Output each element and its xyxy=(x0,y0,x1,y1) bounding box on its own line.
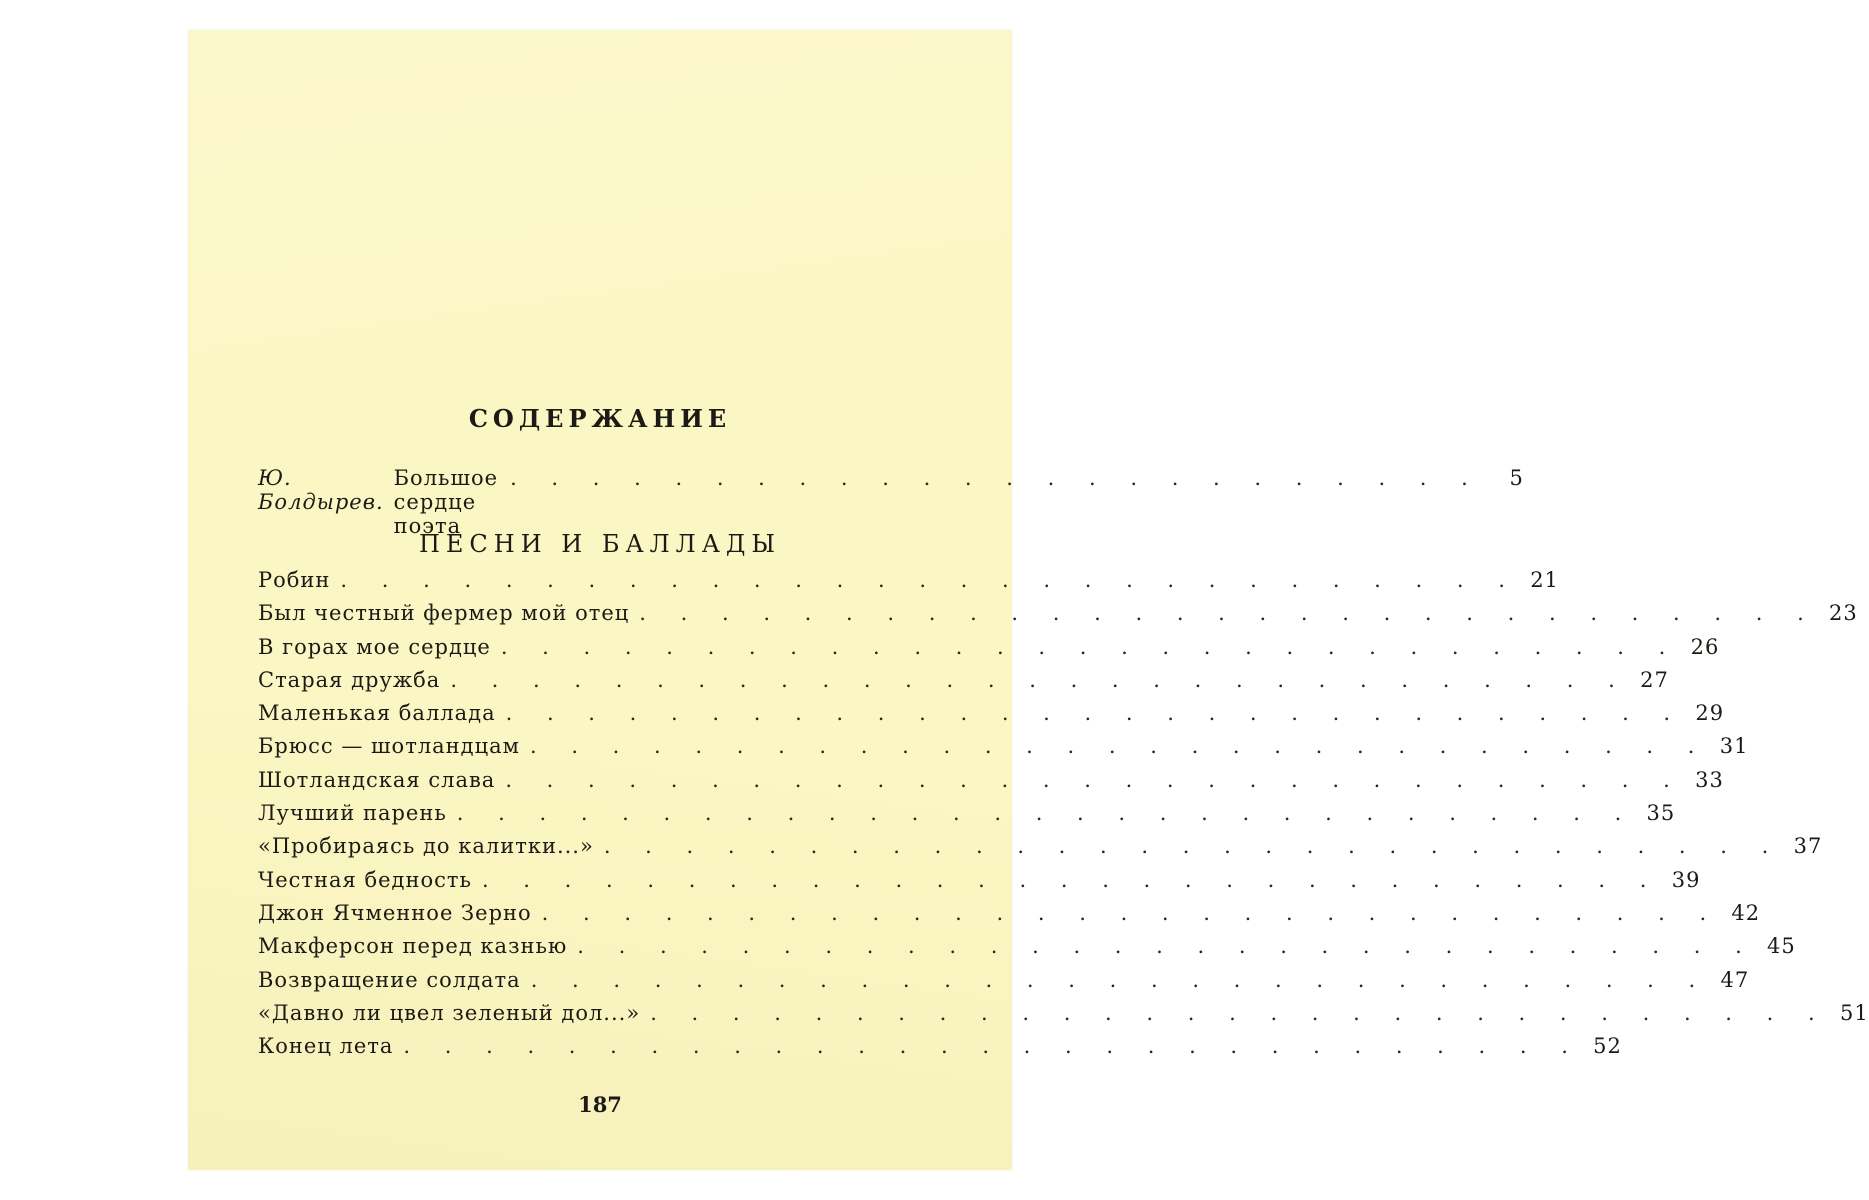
toc-entry-page: 21 xyxy=(1530,568,1559,592)
leader-dots: . . . . . . . . . . . . . . . . . . . . . . . . . . . . . xyxy=(603,834,1783,859)
toc-entry xyxy=(258,934,1796,967)
toc-entry xyxy=(258,967,1750,1001)
leader-dots: . . . . . . . . . . . . . . . . . . . . . . . . . . . . . xyxy=(505,701,1685,726)
leader-dots: . . . . . . . . . . . . . . . . . . . . . . . . . . . . . xyxy=(481,867,1661,892)
toc-entry-page: 26 xyxy=(1690,634,1720,659)
toc-entry xyxy=(258,867,1701,901)
toc-entry-title: Был честный фермер мой отец xyxy=(258,601,630,626)
toc-entry-page: 47 xyxy=(1720,967,1750,992)
toc-entry-title: Макферсон перед казнью xyxy=(258,934,568,959)
toc-list xyxy=(258,568,1869,1067)
toc-entry-title: Честная бедность xyxy=(258,867,472,892)
toc-entry xyxy=(258,900,1761,934)
toc-entry-title: Конец лета xyxy=(258,1034,394,1059)
toc-entry-page: 51 xyxy=(1839,1000,1869,1025)
toc-entry xyxy=(258,667,1669,701)
toc-entry xyxy=(258,834,1823,867)
toc-entry xyxy=(258,634,1720,668)
leader-dots: . . . . . . . . . . . . . . . . . . . . . . . . . . . . . xyxy=(403,1034,1582,1059)
toc-entry-title: В горах мое сердце xyxy=(258,634,491,659)
intro-page-number: 5 xyxy=(1509,466,1524,490)
page-number: 187 xyxy=(578,1092,622,1117)
toc-entry-page: 29 xyxy=(1695,701,1725,726)
leader-dots: . . . . . . . . . . . . . . . . . . . . . . . . . . . . . xyxy=(450,667,1629,692)
leader-dots: . . . . . . . . . . . . . . . . . . . . . . . . . . . . . xyxy=(577,934,1756,959)
toc-entry-title: Брюсс — шотландцам xyxy=(258,734,520,759)
toc-entry xyxy=(258,1034,1622,1067)
leader-dots: . . . . . . . . . . . . . . . . . . . . . . . . xyxy=(510,466,1482,490)
leader-dots: . . . . . . . . . . . . . . . . . . . . . . . . . . . . . xyxy=(340,568,1519,592)
toc-entry xyxy=(258,601,1858,634)
leader-dots: . . . . . . . . . . . . . . . . . . . . . . . . . . . . . xyxy=(650,1000,1829,1025)
toc-entry xyxy=(258,767,1724,801)
toc-entry-title: Шотландская слава xyxy=(258,767,496,792)
toc-entry-page: 33 xyxy=(1695,767,1724,792)
toc-entry-page: 52 xyxy=(1593,1034,1622,1059)
leader-dots: . . . . . . . . . . . . . . . . . . . . . . . . . . . . . xyxy=(505,767,1684,792)
leader-dots: . . . . . . . . . . . . . . . . . . . . . . . . . . . . . xyxy=(500,634,1680,659)
toc-entry-page: 35 xyxy=(1646,801,1676,826)
toc-entry xyxy=(258,568,1559,601)
intro-author: Ю. Болдырев. xyxy=(258,466,384,514)
toc-entry-page: 45 xyxy=(1767,934,1796,959)
intro-title: Большое сердце поэта xyxy=(393,466,499,538)
toc-entry-page: 23 xyxy=(1829,601,1858,626)
toc-entry-title: Лучший парень xyxy=(258,801,447,826)
toc-entry-title: Робин xyxy=(258,568,331,592)
book-page xyxy=(188,30,1869,1170)
toc-entry xyxy=(258,1000,1869,1034)
toc-entry-title: Старая дружба xyxy=(258,667,441,692)
leader-dots: . . . . . . . . . . . . . . . . . . . . . . . . . . . . . xyxy=(639,601,1818,626)
leader-dots: . . . . . . . . . . . . . . . . . . . . . . . . . . . . . xyxy=(529,734,1709,759)
toc-entry-title: Возвращение солдата xyxy=(258,967,521,992)
toc-entry-page: 39 xyxy=(1671,867,1701,892)
toc-entry-page: 42 xyxy=(1731,900,1761,925)
toc-entry xyxy=(258,801,1676,834)
toc-entry-title: Джон Ячменное Зерно xyxy=(258,900,532,925)
intro-entry xyxy=(258,466,1524,538)
page-title: СОДЕРЖАНИЕ xyxy=(468,404,732,433)
toc-entry xyxy=(258,701,1725,734)
leader-dots: . . . . . . . . . . . . . . . . . . . . . . . . . . . . . xyxy=(541,900,1721,925)
toc-entry-page: 27 xyxy=(1640,667,1669,692)
toc-entry xyxy=(258,734,1749,767)
section-heading: ПЕСНИ И БАЛЛАДЫ xyxy=(418,530,782,558)
toc-entry-title: «Давно ли цвел зеленый дол...» xyxy=(258,1000,641,1025)
toc-entry-page: 31 xyxy=(1719,734,1749,759)
leader-dots: . . . . . . . . . . . . . . . . . . . . . . . . . . . . . xyxy=(456,801,1636,826)
toc-entry-title: Маленькая баллада xyxy=(258,701,496,726)
toc-entry-page: 37 xyxy=(1793,834,1823,859)
leader-dots: . . . . . . . . . . . . . . . . . . . . . . . . . . . . . xyxy=(530,967,1710,992)
toc-entry-title: «Пробираясь до калитки...» xyxy=(258,834,594,859)
